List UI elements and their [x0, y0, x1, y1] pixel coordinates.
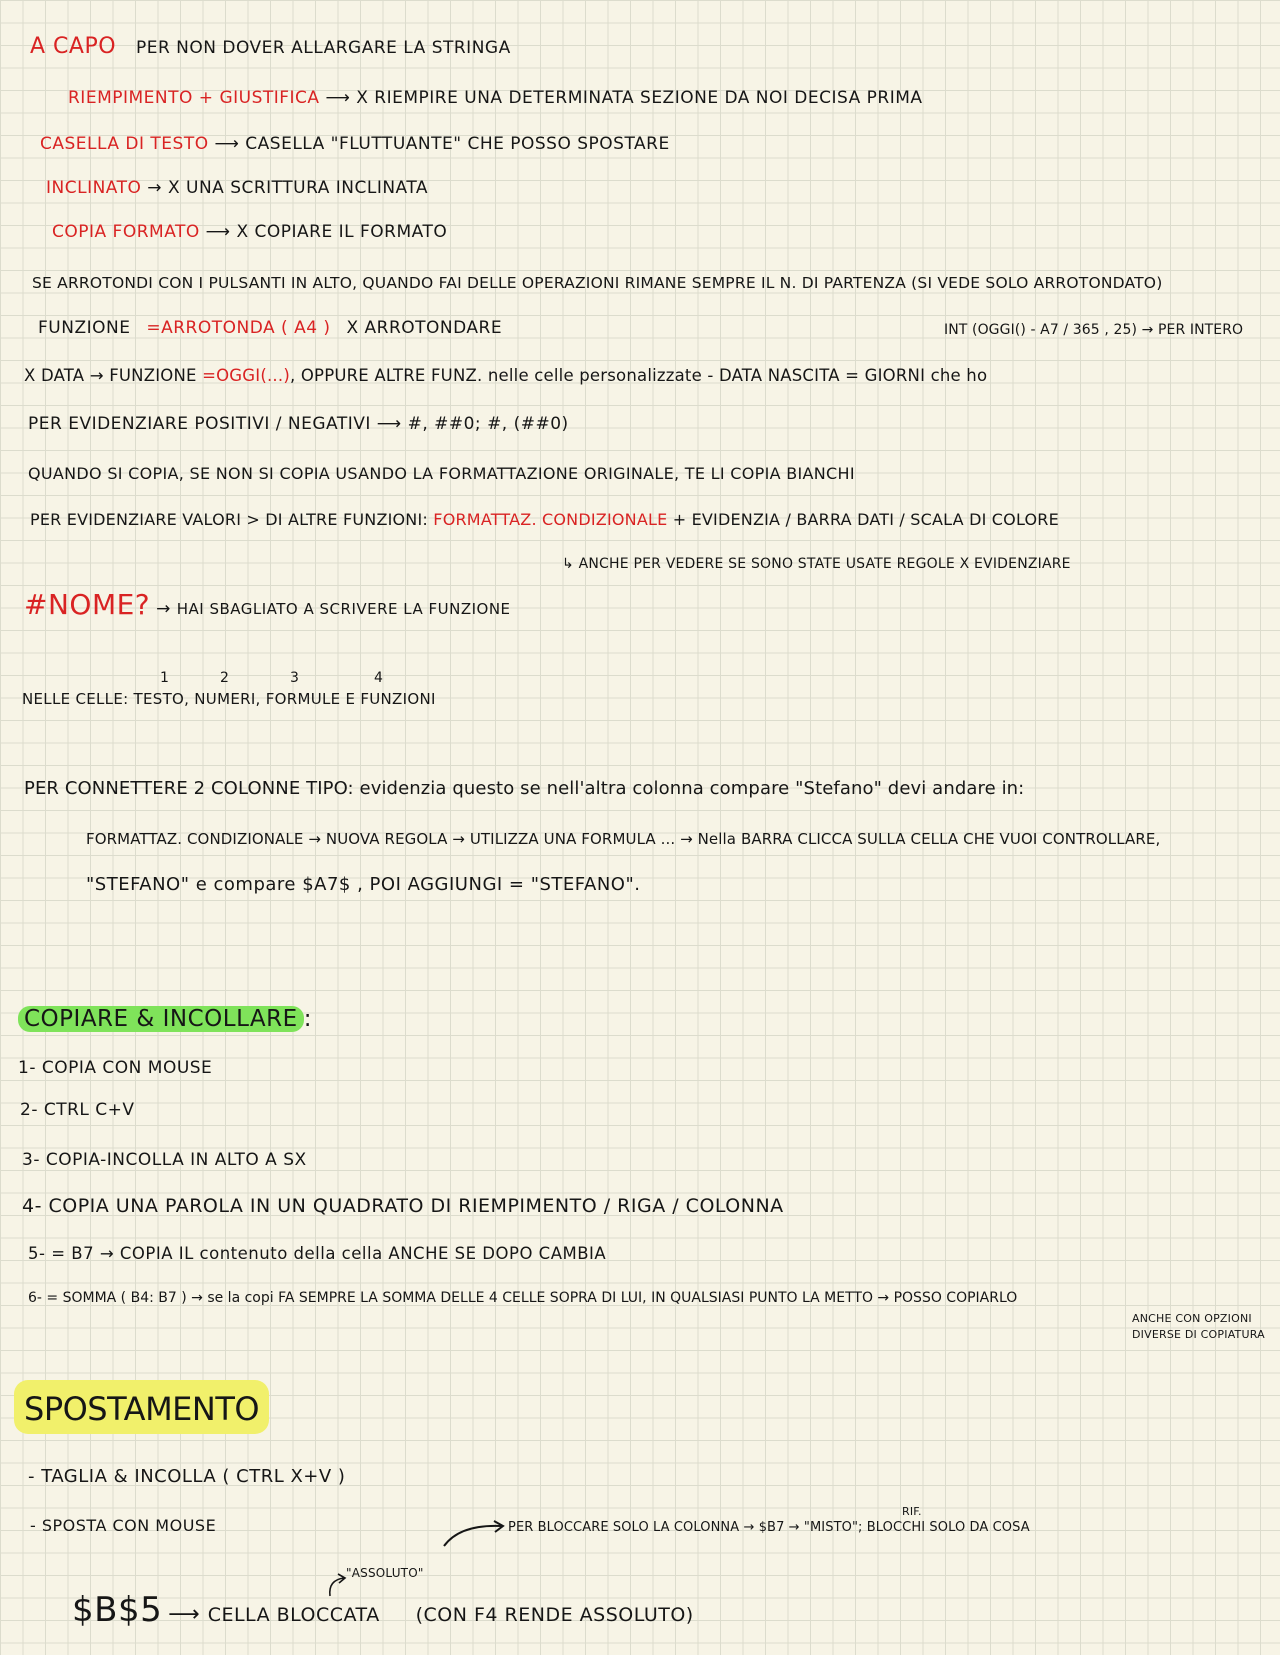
copiare-title-wrap: COPIARE & INCOLLARE :	[18, 1006, 312, 1032]
funzione-formula: =ARROTONDA ( A4 )	[146, 318, 331, 338]
cella-bloccata-ref: $B$5	[72, 1590, 163, 1630]
inclinato-term: INCLINATO	[46, 178, 142, 198]
nome-error-term: #NOME?	[24, 588, 151, 621]
arrow-down-right-icon: ↳	[562, 556, 579, 572]
copiare-item-3: 3- COPIA-INCOLLA IN ALTO A SX	[22, 1150, 307, 1170]
a-capo-term: A CAPO	[30, 34, 117, 59]
copia-formato-term: COPIA FORMATO	[52, 222, 200, 242]
arrow-right-icon: →	[156, 599, 171, 619]
spostamento-item-2: - SPOSTA CON MOUSE	[30, 1516, 217, 1535]
copia-bianchi-line: QUANDO SI COPIA, SE NON SI COPIA USANDO LA FORMATTAZIONE ORIGINALE, TE LI COPIA BIANCHI	[28, 464, 855, 483]
evidenziare-valori-text: PER EVIDENZIARE VALORI > DI ALTRE FUNZIONI:	[30, 510, 428, 529]
inclinato-line	[46, 178, 428, 198]
data-desc: , OPPURE ALTRE FUNZ. nelle celle personalizzate - DATA NASCITA = GIORNI che ho	[289, 366, 988, 385]
copiare-item-1: 1- COPIA CON MOUSE	[18, 1058, 213, 1078]
copia-formato-line	[52, 222, 447, 242]
anche-regole-line	[562, 556, 1071, 572]
riempimento-term: RIEMPIMENTO + GIUSTIFICA	[68, 88, 320, 108]
evidenziare-pos-text: PER EVIDENZIARE POSITIVI / NEGATIVI	[28, 414, 371, 434]
arrow-right-icon: ⟶	[205, 222, 237, 242]
copiare-note-2: DIVERSE DI COPIATURA	[1132, 1328, 1265, 1341]
casella-term: CASELLA DI TESTO	[40, 134, 209, 154]
celle-number-2: 2	[220, 670, 230, 686]
evidenzia-options: + EVIDENZIA / BARRA DATI / SCALA DI COLORE	[672, 510, 1059, 529]
nome-error-line	[24, 588, 511, 621]
data-label: X DATA	[24, 366, 85, 385]
spostamento-item-1: - TAGLIA & INCOLLA ( CTRL X+V )	[28, 1466, 346, 1487]
celle-number-4: 4	[374, 670, 384, 686]
connettere-steps: FORMATTAZ. CONDIZIONALE → NUOVA REGOLA → UTILIZZA UNA FORMULA ... → Nella BARRA CLICCA SULLA CELLA CHE VUOI CONTROLLARE,	[86, 830, 1161, 848]
arrow-right-icon: ⟶	[214, 134, 246, 154]
cella-bloccata-line	[72, 1590, 694, 1630]
connettere-stefano: "STEFANO" e compare $A7$ , POI AGGIUNGI = "STEFANO".	[86, 874, 641, 895]
nome-error-desc: HAI SBAGLIATO A SCRIVERE LA FUNZIONE	[176, 600, 511, 618]
copiare-item-5: 5- = B7 → COPIA IL contenuto della cella ANCHE SE DOPO CAMBIA	[28, 1244, 607, 1263]
copia-formato-desc: X COPIARE IL FORMATO	[236, 222, 448, 242]
arrow-right-icon: ⟶	[168, 1602, 208, 1627]
arrow-right-icon: ⟶	[376, 414, 408, 434]
copiare-item-6: 6- = SOMMA ( B4: B7 ) → se la copi FA SEMPRE LA SOMMA DELLE 4 CELLE SOPRA DI LUI, IN QUALSIASI PUNTO LA METTO → POSSO COPIARLO	[28, 1290, 1018, 1306]
evidenziare-pos-format: #, ##0; #, (##0)	[407, 414, 569, 434]
inclinato-desc: X UNA SCRITTURA INCLINATA	[167, 178, 429, 198]
formattaz-condizionale: FORMATTAZ. CONDIZIONALE	[433, 510, 668, 529]
spostamento-title: SPOSTAMENTO	[14, 1380, 269, 1434]
arrow-right-icon: ⟶	[325, 88, 357, 108]
celle-number-1: 1	[160, 670, 170, 686]
cella-bloccata-text: CELLA BLOCCATA	[207, 1604, 380, 1626]
copiare-item-2: 2- CTRL C+V	[20, 1100, 135, 1120]
copiare-item-4: 4- COPIA UNA PAROLA IN UN QUADRATO DI RIEMPIMENTO / RIGA / COLONNA	[22, 1195, 784, 1217]
arrotondi-line: SE ARROTONDI CON I PULSANTI IN ALTO, QUANDO FAI DELLE OPERAZIONI RIMANE SEMPRE IL N. DI PARTENZA (SI VEDE SOLO ARROTONDATO)	[32, 274, 1163, 292]
arrow-right-icon: →	[89, 366, 104, 385]
bloccare-note: PER BLOCCARE SOLO LA COLONNA → $B7 → "MISTO"; BLOCCHI SOLO DA COSA	[508, 1520, 1030, 1535]
copiare-title: COPIARE & INCOLLARE	[18, 1006, 304, 1032]
connettere-line: PER CONNETTERE 2 COLONNE TIPO: evidenzia questo se nell'altra colonna compare "Stefano" devi andare in:	[24, 778, 1025, 799]
a-capo-line	[30, 34, 511, 59]
int-note: INT (OGGI() - A7 / 365 , 25) → PER INTERO	[944, 322, 1244, 338]
casella-desc: CASELLA "FLUTTUANTE" CHE POSSO SPOSTARE	[245, 134, 670, 154]
copiare-note-1: ANCHE CON OPZIONI	[1132, 1312, 1252, 1325]
funzione-label: FUNZIONE	[38, 318, 131, 338]
data-funzione: FUNZIONE	[109, 366, 197, 385]
rif-label: RIF.	[902, 1505, 922, 1518]
data-line	[24, 366, 987, 385]
celle-line: NELLE CELLE: TESTO, NUMERI, FORMULE E FUNZIONI	[22, 690, 436, 708]
celle-number-3: 3	[290, 670, 300, 686]
funzione-line	[38, 318, 502, 338]
riempimento-line	[68, 88, 923, 108]
funzione-desc: X ARROTONDARE	[346, 318, 503, 338]
riempimento-desc: X RIEMPIRE UNA DETERMINATA SEZIONE DA NOI DECISA PRIMA	[356, 88, 923, 108]
anche-regole-text: ANCHE PER VEDERE SE SONO STATE USATE REGOLE X EVIDENZIARE	[578, 556, 1071, 572]
casella-line	[40, 134, 670, 154]
curved-arrow-icon	[440, 1518, 510, 1550]
f4-note: (CON F4 RENDE ASSOLUTO)	[415, 1604, 694, 1626]
evidenziare-pos-line	[28, 414, 569, 434]
arrow-right-icon: →	[147, 178, 168, 198]
a-capo-desc: PER NON DOVER ALLARGARE LA STRINGA	[135, 38, 511, 58]
evidenziare-valori-line	[30, 510, 1059, 529]
assoluto-label: "ASSOLUTO"	[346, 1566, 424, 1580]
data-formula: =OGGI(...)	[202, 366, 290, 385]
spostamento-title-wrap	[14, 1390, 269, 1428]
